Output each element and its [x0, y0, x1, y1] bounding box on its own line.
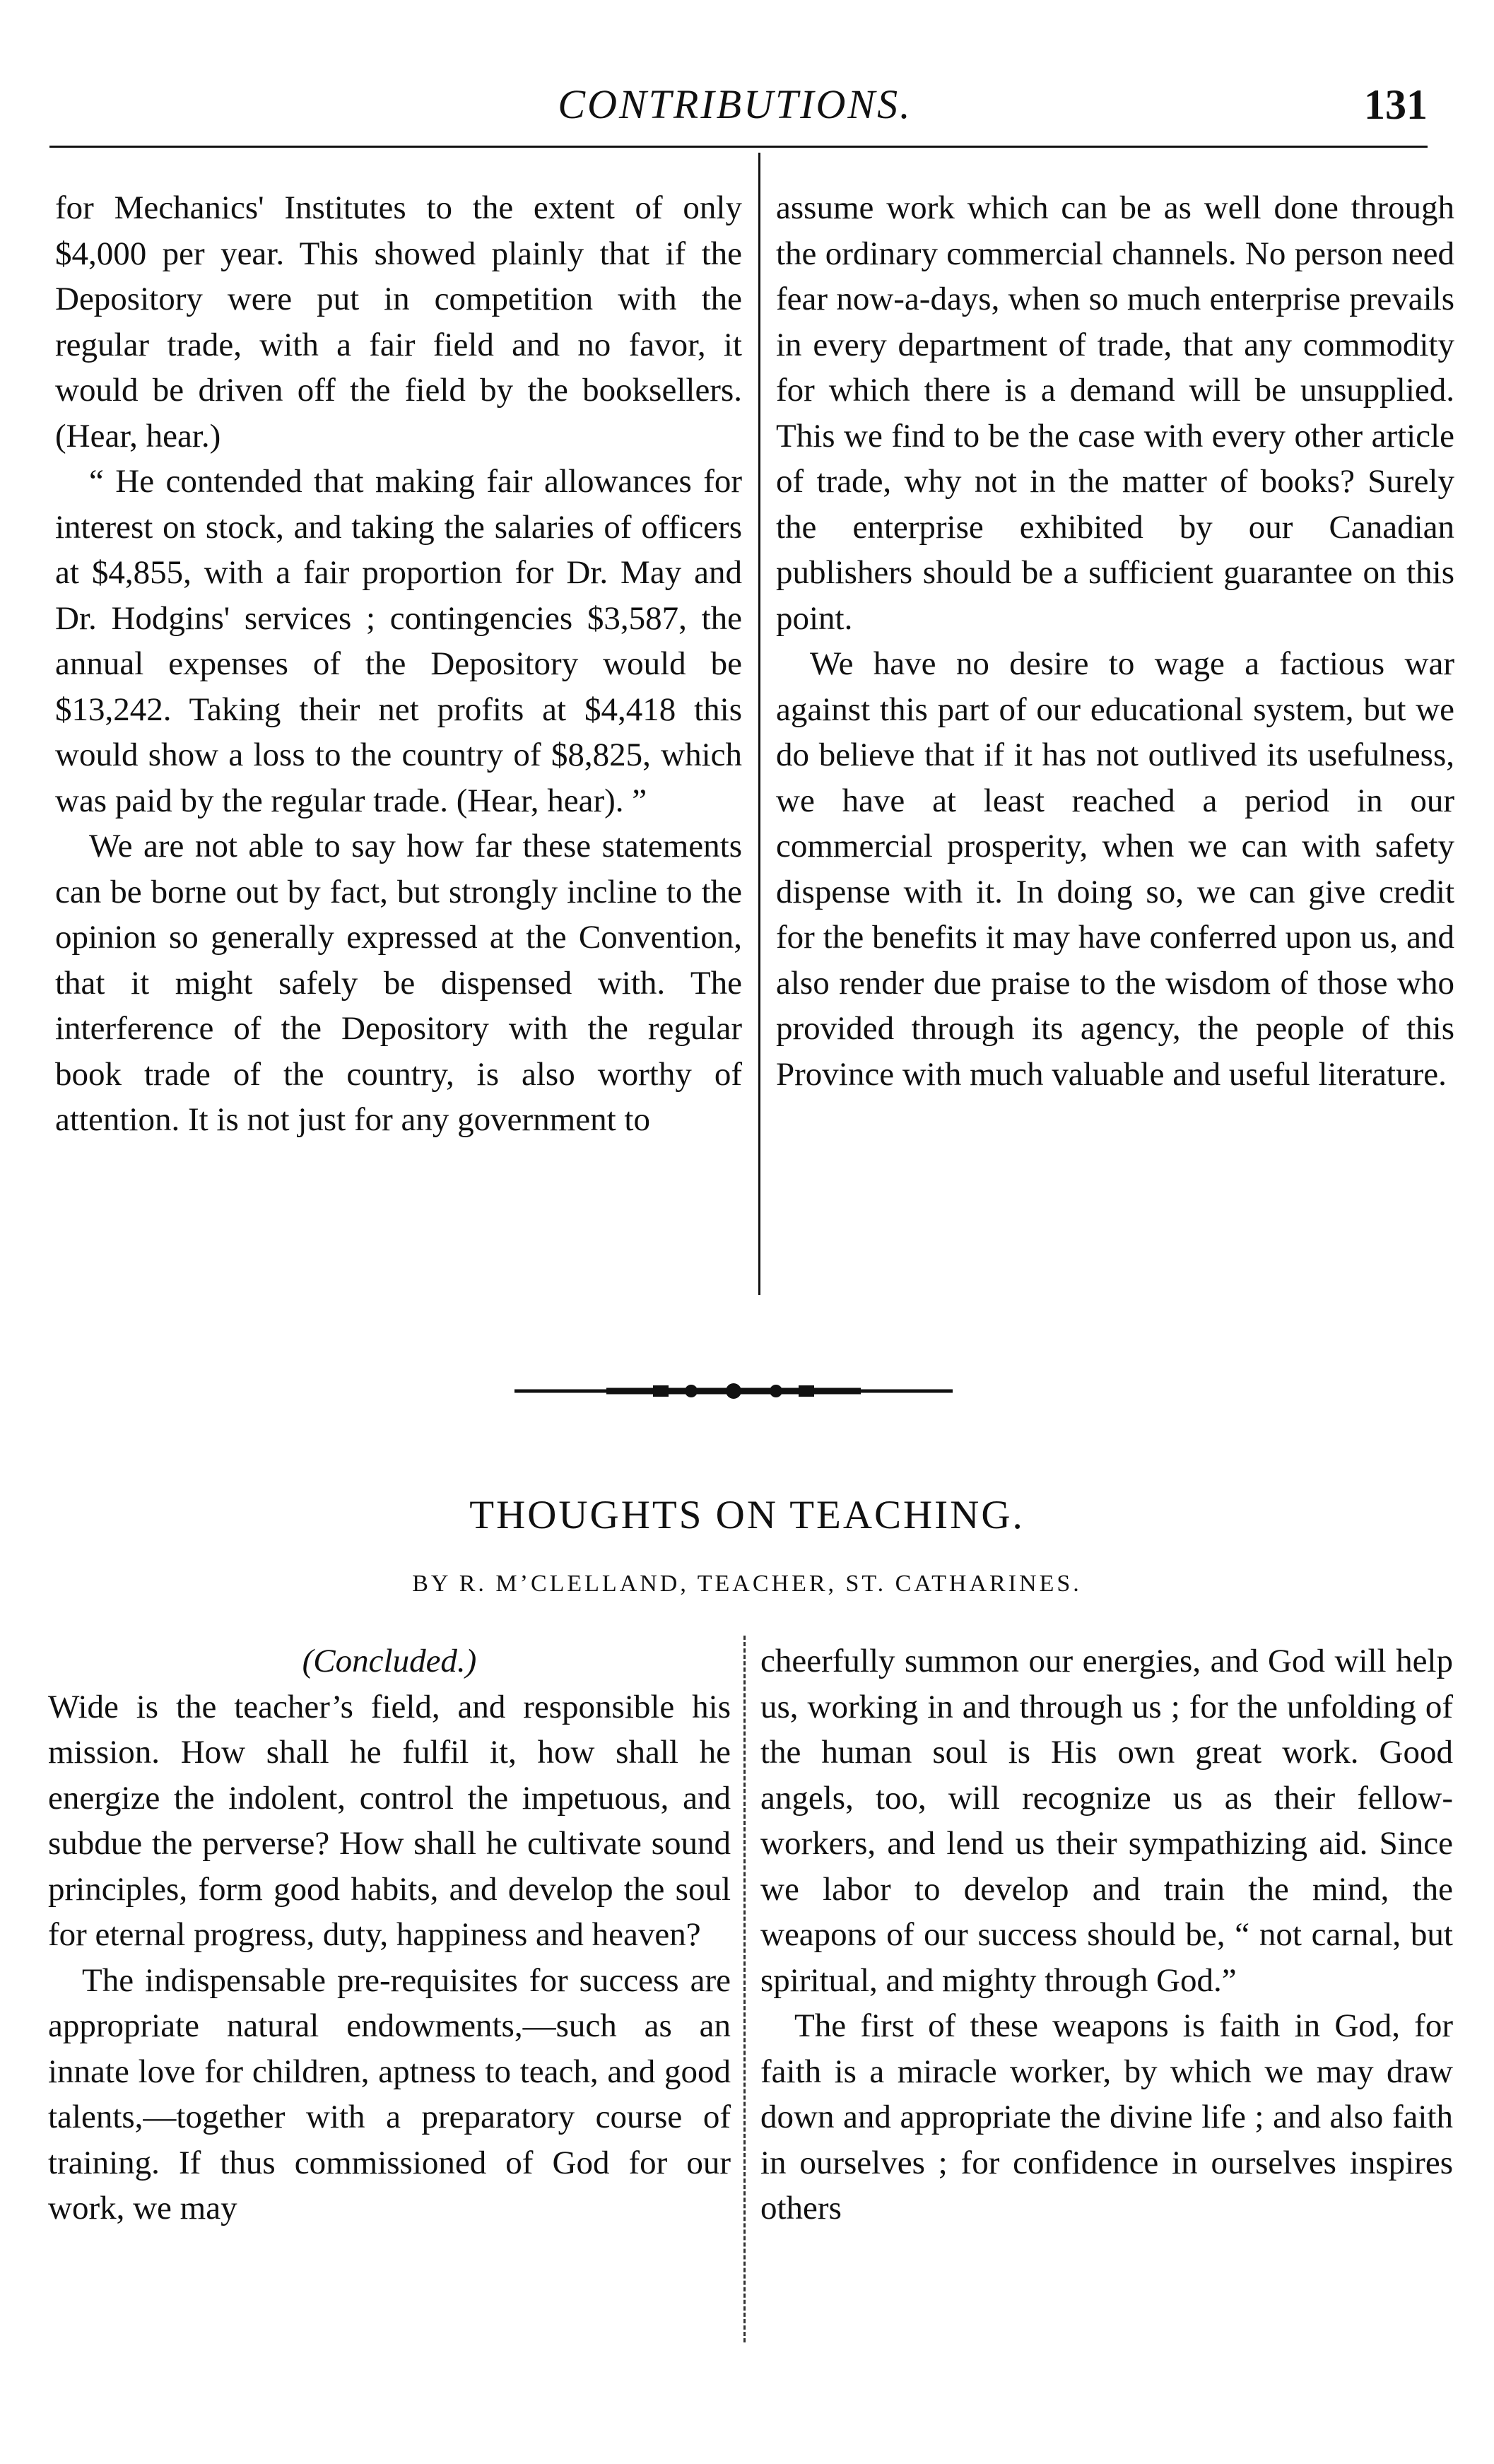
article-title: THOUGHTS ON TEACHING. — [469, 1493, 1025, 1537]
bottom-left-column — [48, 1638, 731, 2231]
top-right-column — [776, 185, 1454, 1097]
paragraph: assume work which can be as well done through the ordinary commercial channels. No person need fear now-a-days, when so much enterprise prevails in every department of trade, that any commodity for which there is a demand will be unsupplied. This we find to be the case with every other article of trade, why not in the matter of books? Surely the enterprise exhibited by our Canadian publishers should be a sufficient guarantee on this point. — [776, 189, 1454, 637]
header-rule — [49, 146, 1428, 148]
running-title: CONTRIBUTIONS. — [558, 81, 912, 127]
bottom-right-column — [760, 1638, 1453, 2231]
ornament-divider-icon — [514, 1377, 953, 1405]
article-byline: BY R. M’CLELLAND, TEACHER, ST. CATHARINES. — [412, 1571, 1082, 1597]
paragraph: The indispensable pre-requisites for success are appropriate natural endowments,—such as an innate love for children, aptness to teach, and good talents,—together with a preparatory course of training. If thus commissioned of God for our work, we may — [48, 1961, 731, 2227]
paragraph: “ He contended that making fair allowances for interest on stock, and taking the salaries of officers at $4,855, with a fair proportion for Dr. May and Dr. Hodgins' services ; contingencies $3,587, the annual expenses of the Depository would be $13,242. Taking their net profits at $4,418 this would show a loss to the country of $8,825, which was paid by the regular trade. (Hear, hear). ” — [55, 463, 742, 819]
column-divider — [758, 153, 760, 1295]
paragraph: We have no desire to wage a factious war against this part of our educational system, but we do believe that if it has not outlived its usefulness, we have at least reached a period in our commercial prosperity, when we can with safety dispense with it. In doing so, we can give credit for the benefits it may have conferred upon us, and also render due praise to the wisdom of those who provided through its agency, the people of this Province with much valuable and useful literature. — [776, 645, 1454, 1093]
top-left-column — [55, 185, 742, 1143]
paragraph: cheerfully summon our energies, and God will help us, working in and through us ; for the unfolding of the human soul is His own great work. Good angels, too, will recognize us as their fellow-workers, and lend us their sympathizing aid. Since we labor to develop and train the mind, the weapons of our success should be, “ not carnal, but spiritual, and mighty through God.” — [760, 1643, 1453, 1999]
column-divider — [743, 1636, 746, 2342]
running-head — [42, 76, 1428, 133]
paragraph: The first of these weapons is faith in God, for faith is a miracle worker, by which we may draw down and appropriate the divine life ; and also faith in ourselves ; for confidence in ourselves inspires others — [760, 2007, 1453, 2227]
paragraph: for Mechanics' Institutes to the extent of only $4,000 per year. This showed plainly that if the Depository were put in competition with the regular trade, with a fair field and no favor, it would be driven off the field by the booksellers. (Hear, hear.) — [55, 189, 742, 454]
concluded-note: (Concluded.) — [302, 1643, 477, 1679]
paragraph: We are not able to say how far these statements can be borne out by fact, but strongly incline to the opinion so generally expressed at the Convention, that it might safely be dispensed with. The interference of the Depository with the regular book trade of the country, is also worthy of attention. It is not just for any government to — [55, 828, 742, 1138]
paragraph: Wide is the teacher’s field, and responsible his mission. How shall he fulfil it, how shall he energize the indolent, control the impetuous, and subdue the perverse? How shall he cultivate sound principles, form good habits, and develop the soul for eternal progress, duty, happiness and heaven? — [48, 1688, 731, 1953]
page-number: 131 — [1364, 81, 1428, 128]
